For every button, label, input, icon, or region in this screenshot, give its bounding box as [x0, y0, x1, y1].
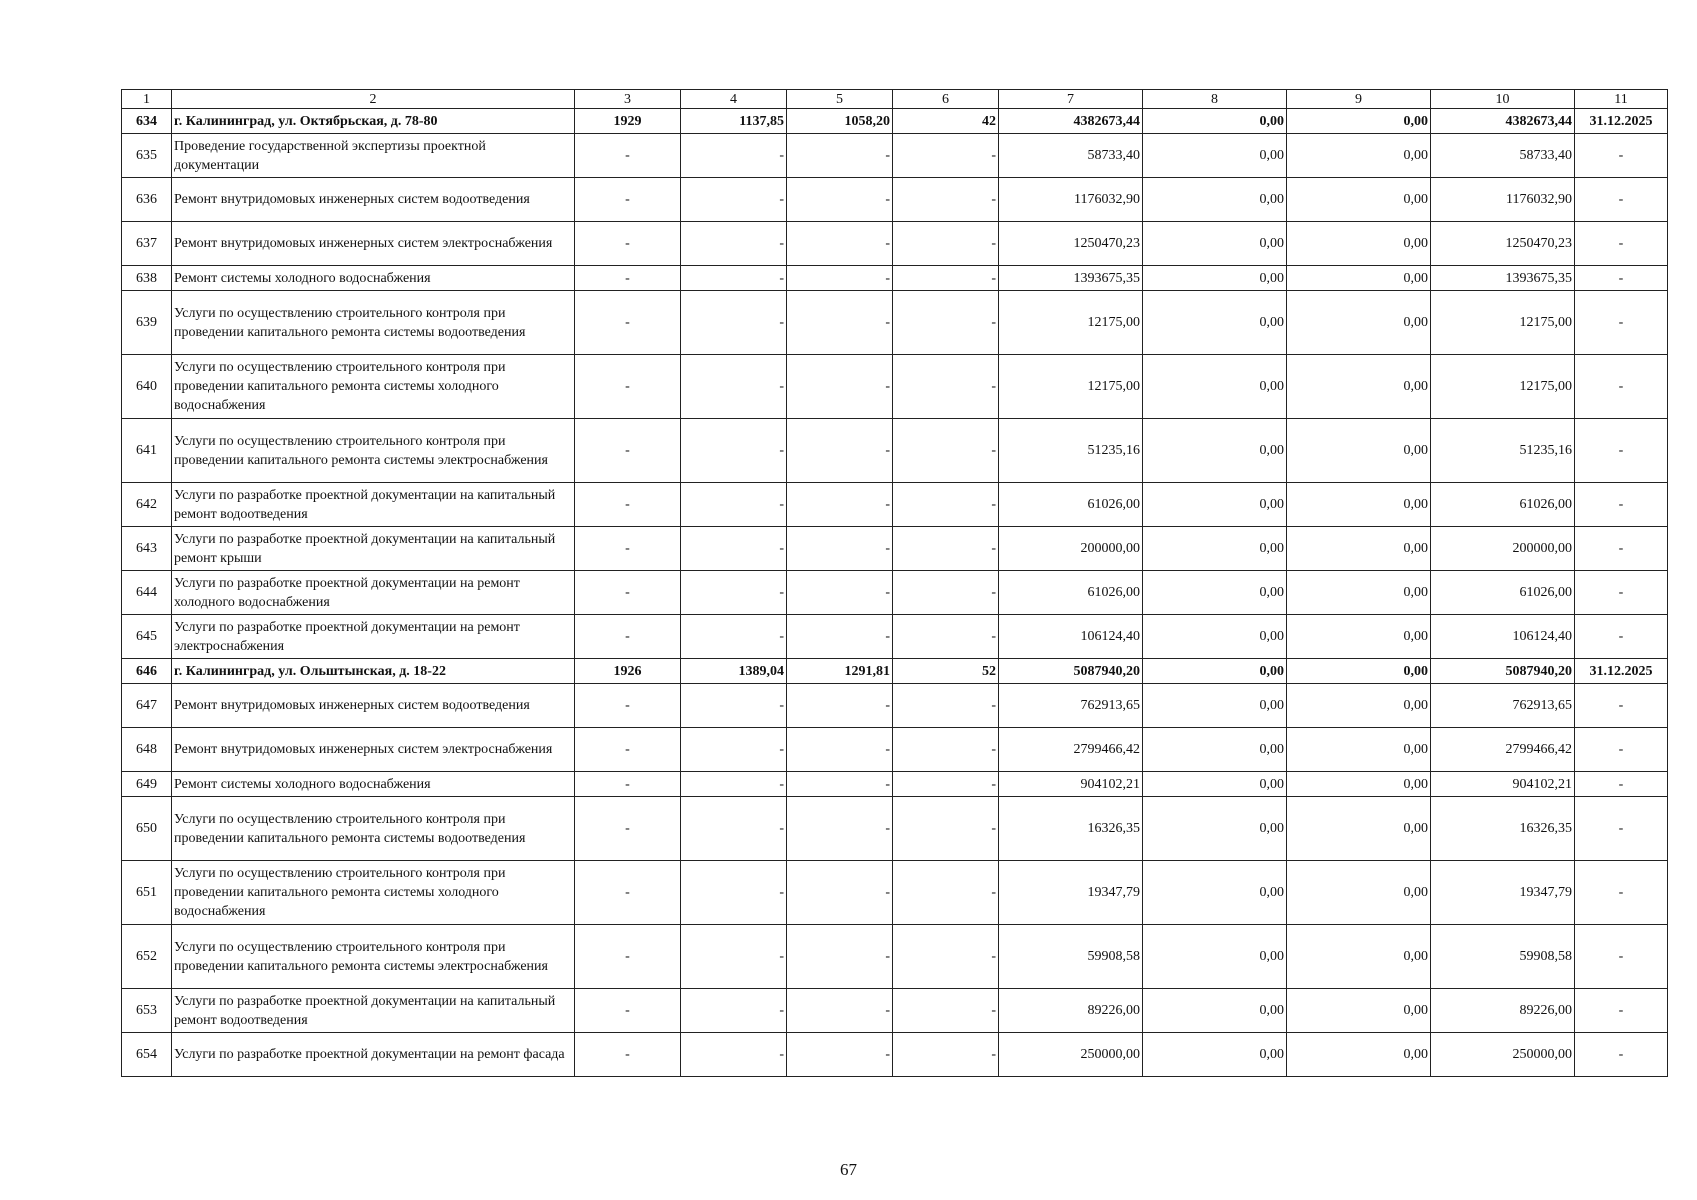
owners-funds-cell: 16326,35 — [1431, 797, 1575, 861]
residents-count-cell: - — [893, 571, 999, 615]
work-item-row — [122, 291, 1668, 355]
residents-count-cell: - — [893, 1033, 999, 1077]
residents-count-cell: - — [893, 861, 999, 925]
premises-area-cell: - — [787, 684, 893, 728]
total-cost-cell: 2799466,42 — [999, 728, 1143, 772]
work-item-row — [122, 861, 1668, 925]
work-description-cell: Услуги по осуществлению строительного контроля при проведении капитального ремонта системы электроснабжения — [172, 925, 575, 989]
row-number-cell: 636 — [122, 178, 172, 222]
total-cost-cell: 904102,21 — [999, 772, 1143, 797]
budget-cost-cell: 0,00 — [1287, 861, 1431, 925]
total-cost-cell: 19347,79 — [999, 861, 1143, 925]
budget-cost-cell: 0,00 — [1287, 684, 1431, 728]
residents-count-cell: - — [893, 483, 999, 527]
total-cost-cell: 61026,00 — [999, 571, 1143, 615]
work-description-cell: Ремонт внутридомовых инженерных систем электроснабжения — [172, 222, 575, 266]
fund-cost-cell: 0,00 — [1143, 684, 1287, 728]
commissioning-year-cell: - — [575, 571, 681, 615]
row-number-cell: 641 — [122, 419, 172, 483]
column-header: 1 — [122, 90, 172, 109]
column-header: 6 — [893, 90, 999, 109]
work-item-row — [122, 684, 1668, 728]
fund-cost-cell: 0,00 — [1143, 355, 1287, 419]
premises-area-cell: - — [787, 1033, 893, 1077]
total-area-cell: - — [681, 772, 787, 797]
total-area-cell: - — [681, 989, 787, 1033]
row-number-cell: 640 — [122, 355, 172, 419]
commissioning-year-cell: - — [575, 527, 681, 571]
work-description-cell: Услуги по осуществлению строительного контроля при проведении капитального ремонта системы холодного водоснабжения — [172, 355, 575, 419]
total-cost-cell: 51235,16 — [999, 419, 1143, 483]
owners-funds-cell: 904102,21 — [1431, 772, 1575, 797]
total-cost-cell: 61026,00 — [999, 483, 1143, 527]
residents-count-cell: - — [893, 178, 999, 222]
budget-cost-cell: 0,00 — [1287, 222, 1431, 266]
work-item-row — [122, 615, 1668, 659]
commissioning-year-cell: - — [575, 684, 681, 728]
commissioning-year-cell: - — [575, 355, 681, 419]
fund-cost-cell: 0,00 — [1143, 797, 1287, 861]
work-item-row — [122, 222, 1668, 266]
total-area-cell: - — [681, 861, 787, 925]
column-header: 3 — [575, 90, 681, 109]
column-number-header-row — [122, 90, 1668, 109]
completion-date-cell: - — [1575, 571, 1668, 615]
budget-cost-cell: 0,00 — [1287, 109, 1431, 134]
budget-cost-cell: 0,00 — [1287, 797, 1431, 861]
work-description-cell: Услуги по разработке проектной документации на капитальный ремонт крыши — [172, 527, 575, 571]
fund-cost-cell: 0,00 — [1143, 615, 1287, 659]
budget-cost-cell: 0,00 — [1287, 355, 1431, 419]
work-description-cell: Услуги по разработке проектной документации на ремонт холодного водоснабжения — [172, 571, 575, 615]
owners-funds-cell: 5087940,20 — [1431, 659, 1575, 684]
fund-cost-cell: 0,00 — [1143, 728, 1287, 772]
premises-area-cell: - — [787, 728, 893, 772]
total-area-cell: - — [681, 134, 787, 178]
residents-count-cell: - — [893, 728, 999, 772]
work-item-row — [122, 483, 1668, 527]
residents-count-cell: - — [893, 527, 999, 571]
column-header: 4 — [681, 90, 787, 109]
total-cost-cell: 58733,40 — [999, 134, 1143, 178]
work-description-cell: Ремонт системы холодного водоснабжения — [172, 772, 575, 797]
premises-area-cell: - — [787, 571, 893, 615]
fund-cost-cell: 0,00 — [1143, 109, 1287, 134]
commissioning-year-cell: - — [575, 222, 681, 266]
premises-area-cell: - — [787, 222, 893, 266]
work-description-cell: Услуги по осуществлению строительного контроля при проведении капитального ремонта системы электроснабжения — [172, 419, 575, 483]
total-cost-cell: 200000,00 — [999, 527, 1143, 571]
total-area-cell: - — [681, 925, 787, 989]
budget-cost-cell: 0,00 — [1287, 571, 1431, 615]
commissioning-year-cell: - — [575, 728, 681, 772]
commissioning-year-cell: - — [575, 266, 681, 291]
budget-cost-cell: 0,00 — [1287, 925, 1431, 989]
row-number-cell: 649 — [122, 772, 172, 797]
commissioning-year-cell: - — [575, 797, 681, 861]
commissioning-year-cell: 1929 — [575, 109, 681, 134]
completion-date-cell: - — [1575, 728, 1668, 772]
owners-funds-cell: 89226,00 — [1431, 989, 1575, 1033]
fund-cost-cell: 0,00 — [1143, 571, 1287, 615]
total-cost-cell: 4382673,44 — [999, 109, 1143, 134]
budget-cost-cell: 0,00 — [1287, 989, 1431, 1033]
fund-cost-cell: 0,00 — [1143, 134, 1287, 178]
work-item-row — [122, 178, 1668, 222]
owners-funds-cell: 59908,58 — [1431, 925, 1575, 989]
fund-cost-cell: 0,00 — [1143, 772, 1287, 797]
residents-count-cell: - — [893, 989, 999, 1033]
total-area-cell: - — [681, 571, 787, 615]
premises-area-cell: - — [787, 861, 893, 925]
row-number-cell: 648 — [122, 728, 172, 772]
total-cost-cell: 106124,40 — [999, 615, 1143, 659]
owners-funds-cell: 762913,65 — [1431, 684, 1575, 728]
fund-cost-cell: 0,00 — [1143, 925, 1287, 989]
row-number-cell: 642 — [122, 483, 172, 527]
commissioning-year-cell: - — [575, 483, 681, 527]
budget-cost-cell: 0,00 — [1287, 419, 1431, 483]
total-cost-cell: 1176032,90 — [999, 178, 1143, 222]
completion-date-cell: - — [1575, 861, 1668, 925]
fund-cost-cell: 0,00 — [1143, 483, 1287, 527]
residents-count-cell: - — [893, 419, 999, 483]
total-cost-cell: 12175,00 — [999, 291, 1143, 355]
total-area-cell: - — [681, 266, 787, 291]
column-header: 2 — [172, 90, 575, 109]
total-area-cell: - — [681, 684, 787, 728]
owners-funds-cell: 51235,16 — [1431, 419, 1575, 483]
residents-count-cell: 42 — [893, 109, 999, 134]
residents-count-cell: - — [893, 684, 999, 728]
fund-cost-cell: 0,00 — [1143, 291, 1287, 355]
total-area-cell: - — [681, 615, 787, 659]
budget-cost-cell: 0,00 — [1287, 178, 1431, 222]
work-description-cell: Услуги по разработке проектной документации на капитальный ремонт водоотведения — [172, 483, 575, 527]
work-description-cell: Услуги по осуществлению строительного контроля при проведении капитального ремонта системы водоотведения — [172, 797, 575, 861]
row-number-cell: 647 — [122, 684, 172, 728]
residents-count-cell: - — [893, 925, 999, 989]
work-description-cell: Услуги по разработке проектной документации на ремонт электроснабжения — [172, 615, 575, 659]
total-cost-cell: 5087940,20 — [999, 659, 1143, 684]
total-area-cell: - — [681, 419, 787, 483]
work-item-row — [122, 1033, 1668, 1077]
premises-area-cell: - — [787, 266, 893, 291]
row-number-cell: 637 — [122, 222, 172, 266]
completion-date-cell: - — [1575, 266, 1668, 291]
total-area-cell: 1137,85 — [681, 109, 787, 134]
row-number-cell: 653 — [122, 989, 172, 1033]
total-area-cell: - — [681, 483, 787, 527]
row-number-cell: 646 — [122, 659, 172, 684]
premises-area-cell: - — [787, 527, 893, 571]
residents-count-cell: 52 — [893, 659, 999, 684]
row-number-cell: 634 — [122, 109, 172, 134]
work-item-row — [122, 728, 1668, 772]
row-number-cell: 652 — [122, 925, 172, 989]
total-cost-cell: 89226,00 — [999, 989, 1143, 1033]
owners-funds-cell: 4382673,44 — [1431, 109, 1575, 134]
premises-area-cell: - — [787, 772, 893, 797]
budget-cost-cell: 0,00 — [1287, 772, 1431, 797]
total-cost-cell: 59908,58 — [999, 925, 1143, 989]
premises-area-cell: 1291,81 — [787, 659, 893, 684]
row-number-cell: 643 — [122, 527, 172, 571]
work-item-row — [122, 355, 1668, 419]
fund-cost-cell: 0,00 — [1143, 178, 1287, 222]
completion-date-cell: 31.12.2025 — [1575, 659, 1668, 684]
owners-funds-cell: 12175,00 — [1431, 355, 1575, 419]
premises-area-cell: 1058,20 — [787, 109, 893, 134]
total-area-cell: - — [681, 728, 787, 772]
commissioning-year-cell: - — [575, 134, 681, 178]
commissioning-year-cell: - — [575, 419, 681, 483]
budget-cost-cell: 0,00 — [1287, 266, 1431, 291]
budget-cost-cell: 0,00 — [1287, 728, 1431, 772]
owners-funds-cell: 19347,79 — [1431, 861, 1575, 925]
completion-date-cell: - — [1575, 419, 1668, 483]
total-cost-cell: 1250470,23 — [999, 222, 1143, 266]
residents-count-cell: - — [893, 266, 999, 291]
completion-date-cell: - — [1575, 615, 1668, 659]
row-number-cell: 654 — [122, 1033, 172, 1077]
column-header: 5 — [787, 90, 893, 109]
completion-date-cell: - — [1575, 483, 1668, 527]
commissioning-year-cell: 1926 — [575, 659, 681, 684]
work-item-row — [122, 989, 1668, 1033]
row-number-cell: 638 — [122, 266, 172, 291]
row-number-cell: 650 — [122, 797, 172, 861]
residents-count-cell: - — [893, 222, 999, 266]
premises-area-cell: - — [787, 134, 893, 178]
work-description-cell: Услуги по осуществлению строительного контроля при проведении капитального ремонта системы водоотведения — [172, 291, 575, 355]
work-description-cell: Услуги по разработке проектной документации на ремонт фасада — [172, 1033, 575, 1077]
total-area-cell: - — [681, 355, 787, 419]
owners-funds-cell: 1250470,23 — [1431, 222, 1575, 266]
work-description-cell: Ремонт внутридомовых инженерных систем водоотведения — [172, 178, 575, 222]
total-area-cell: - — [681, 178, 787, 222]
fund-cost-cell: 0,00 — [1143, 1033, 1287, 1077]
completion-date-cell: - — [1575, 1033, 1668, 1077]
column-header: 11 — [1575, 90, 1668, 109]
owners-funds-cell: 200000,00 — [1431, 527, 1575, 571]
completion-date-cell: - — [1575, 772, 1668, 797]
commissioning-year-cell: - — [575, 989, 681, 1033]
commissioning-year-cell: - — [575, 772, 681, 797]
fund-cost-cell: 0,00 — [1143, 527, 1287, 571]
premises-area-cell: - — [787, 419, 893, 483]
address-row — [122, 659, 1668, 684]
row-number-cell: 635 — [122, 134, 172, 178]
page-number: 67 — [840, 1160, 857, 1179]
work-item-row — [122, 134, 1668, 178]
owners-funds-cell: 1176032,90 — [1431, 178, 1575, 222]
work-description-cell: Ремонт внутридомовых инженерных систем электроснабжения — [172, 728, 575, 772]
work-description-cell: г. Калининград, ул. Ольштынская, д. 18-22 — [172, 659, 575, 684]
total-area-cell: - — [681, 291, 787, 355]
column-header: 7 — [999, 90, 1143, 109]
budget-cost-cell: 0,00 — [1287, 527, 1431, 571]
premises-area-cell: - — [787, 178, 893, 222]
completion-date-cell: - — [1575, 355, 1668, 419]
owners-funds-cell: 61026,00 — [1431, 483, 1575, 527]
work-description-cell: Услуги по разработке проектной документации на капитальный ремонт водоотведения — [172, 989, 575, 1033]
column-header: 9 — [1287, 90, 1431, 109]
owners-funds-cell: 58733,40 — [1431, 134, 1575, 178]
owners-funds-cell: 61026,00 — [1431, 571, 1575, 615]
premises-area-cell: - — [787, 925, 893, 989]
owners-funds-cell: 12175,00 — [1431, 291, 1575, 355]
fund-cost-cell: 0,00 — [1143, 419, 1287, 483]
fund-cost-cell: 0,00 — [1143, 989, 1287, 1033]
completion-date-cell: - — [1575, 291, 1668, 355]
total-area-cell: - — [681, 527, 787, 571]
commissioning-year-cell: - — [575, 178, 681, 222]
work-item-row — [122, 797, 1668, 861]
column-header: 10 — [1431, 90, 1575, 109]
work-description-cell: Ремонт внутридомовых инженерных систем водоотведения — [172, 684, 575, 728]
owners-funds-cell: 2799466,42 — [1431, 728, 1575, 772]
total-area-cell: 1389,04 — [681, 659, 787, 684]
premises-area-cell: - — [787, 291, 893, 355]
premises-area-cell: - — [787, 615, 893, 659]
work-item-row — [122, 925, 1668, 989]
work-item-row — [122, 419, 1668, 483]
premises-area-cell: - — [787, 483, 893, 527]
owners-funds-cell: 250000,00 — [1431, 1033, 1575, 1077]
completion-date-cell: - — [1575, 797, 1668, 861]
residents-count-cell: - — [893, 134, 999, 178]
budget-cost-cell: 0,00 — [1287, 483, 1431, 527]
total-cost-cell: 1393675,35 — [999, 266, 1143, 291]
address-row — [122, 109, 1668, 134]
row-number-cell: 639 — [122, 291, 172, 355]
residents-count-cell: - — [893, 291, 999, 355]
total-area-cell: - — [681, 797, 787, 861]
work-item-row — [122, 571, 1668, 615]
capital-repair-register-table — [121, 89, 1668, 1077]
row-number-cell: 651 — [122, 861, 172, 925]
completion-date-cell: 31.12.2025 — [1575, 109, 1668, 134]
column-header: 8 — [1143, 90, 1287, 109]
commissioning-year-cell: - — [575, 615, 681, 659]
completion-date-cell: - — [1575, 989, 1668, 1033]
work-item-row — [122, 266, 1668, 291]
total-cost-cell: 12175,00 — [999, 355, 1143, 419]
residents-count-cell: - — [893, 772, 999, 797]
completion-date-cell: - — [1575, 527, 1668, 571]
commissioning-year-cell: - — [575, 291, 681, 355]
total-cost-cell: 16326,35 — [999, 797, 1143, 861]
owners-funds-cell: 106124,40 — [1431, 615, 1575, 659]
fund-cost-cell: 0,00 — [1143, 266, 1287, 291]
premises-area-cell: - — [787, 989, 893, 1033]
completion-date-cell: - — [1575, 684, 1668, 728]
total-area-cell: - — [681, 222, 787, 266]
fund-cost-cell: 0,00 — [1143, 222, 1287, 266]
fund-cost-cell: 0,00 — [1143, 861, 1287, 925]
budget-cost-cell: 0,00 — [1287, 134, 1431, 178]
commissioning-year-cell: - — [575, 925, 681, 989]
premises-area-cell: - — [787, 797, 893, 861]
fund-cost-cell: 0,00 — [1143, 659, 1287, 684]
total-cost-cell: 762913,65 — [999, 684, 1143, 728]
work-description-cell: Проведение государственной экспертизы проектной документации — [172, 134, 575, 178]
work-description-cell: г. Калининград, ул. Октябрьская, д. 78-80 — [172, 109, 575, 134]
work-description-cell: Услуги по осуществлению строительного контроля при проведении капитального ремонта системы холодного водоснабжения — [172, 861, 575, 925]
commissioning-year-cell: - — [575, 861, 681, 925]
completion-date-cell: - — [1575, 925, 1668, 989]
total-area-cell: - — [681, 1033, 787, 1077]
work-item-row — [122, 772, 1668, 797]
budget-cost-cell: 0,00 — [1287, 291, 1431, 355]
completion-date-cell: - — [1575, 134, 1668, 178]
residents-count-cell: - — [893, 797, 999, 861]
completion-date-cell: - — [1575, 178, 1668, 222]
premises-area-cell: - — [787, 355, 893, 419]
work-description-cell: Ремонт системы холодного водоснабжения — [172, 266, 575, 291]
row-number-cell: 644 — [122, 571, 172, 615]
work-item-row — [122, 527, 1668, 571]
total-cost-cell: 250000,00 — [999, 1033, 1143, 1077]
budget-cost-cell: 0,00 — [1287, 659, 1431, 684]
residents-count-cell: - — [893, 355, 999, 419]
row-number-cell: 645 — [122, 615, 172, 659]
commissioning-year-cell: - — [575, 1033, 681, 1077]
completion-date-cell: - — [1575, 222, 1668, 266]
owners-funds-cell: 1393675,35 — [1431, 266, 1575, 291]
budget-cost-cell: 0,00 — [1287, 1033, 1431, 1077]
budget-cost-cell: 0,00 — [1287, 615, 1431, 659]
residents-count-cell: - — [893, 615, 999, 659]
